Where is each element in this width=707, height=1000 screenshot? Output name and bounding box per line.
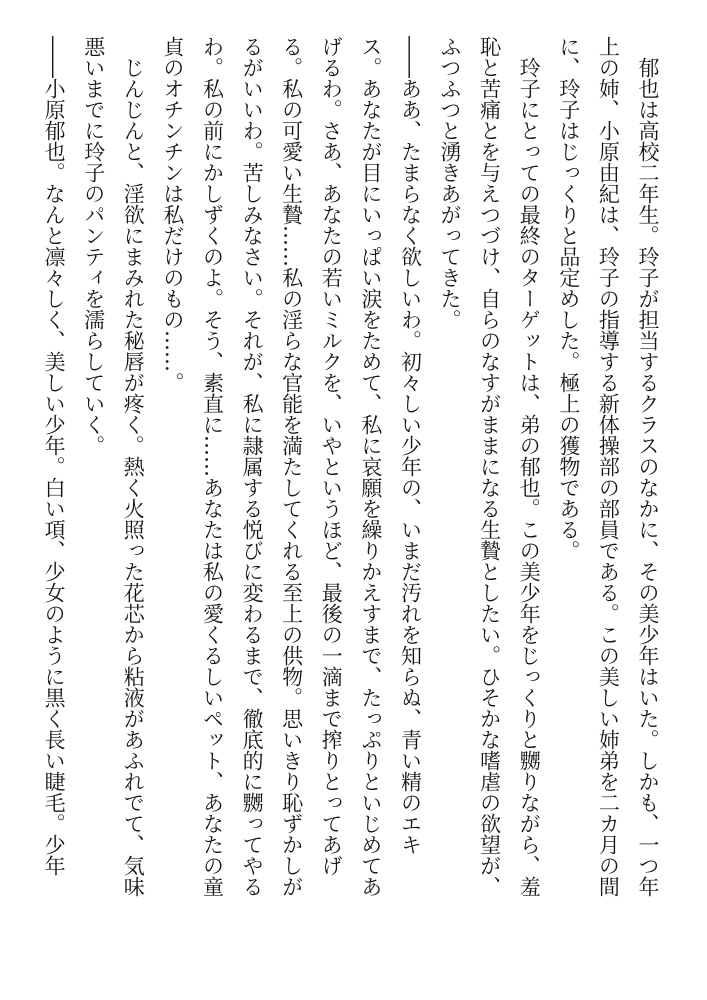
text-line: 郁也は高校二年生。玲子が担当するクラスのなかに、その美少年はいた。しかも、一つ年 <box>636 36 660 897</box>
text-line: 上の姉、小原由紀は、玲子の指導する新体操部の部員である。この美しい姉弟を二カ月の間 <box>596 36 621 897</box>
text-line: に、玲子はじっくりと品定めした。極上の獲物である。 <box>556 36 581 561</box>
text-line: 悪いまでに玲子のパンティを濡らしていく。 <box>81 36 106 456</box>
text-line: ――小原郁也。なんと凛々しく、美しい少年。白い項、少女のように黒く長い睫毛。少年 <box>42 36 67 876</box>
text-line: る。私の可愛い生贄……私の淫らな官能を満たしてくれる至上の供物。思いきり恥ずかしが <box>279 36 304 897</box>
text-line: ス。あなたが目にいっぱい涙をためて、私に哀願を繰りかえすまで、たっぷりといじめてあ <box>358 36 383 897</box>
text-line: じんじんと、淫欲にまみれた秘唇が疼く。熱く火照った花芯から粘液があふれでて、気味 <box>121 36 146 897</box>
text-line: るがいいわ。苦しみなさい。それが、私に隷属する悦びに変わるまで、徹底的に嬲ってやる <box>240 36 265 897</box>
text-line: げるわ。さあ、あなたの若いミルクを、いやというほど、最後の一滴まで搾りとってあげ <box>319 36 344 876</box>
text-line: ――ああ、たまらなく欲しいわ。初々しい少年の、いまだ汚れを知らぬ、青い精のエキ <box>398 36 423 855</box>
text-line: ふつふつと湧きあがってきた。 <box>438 36 463 330</box>
vertical-text-body <box>34 36 668 981</box>
text-line: 玲子にとっての最終のターゲットは、弟の郁也。この美少年をじっくりと嬲りながら、羞 <box>517 36 542 897</box>
text-line: 貞のオチンチンは私だけのもの……。 <box>160 36 185 393</box>
text-line: わ。私の前にかしずくのよ。そう、素直に……あなたは私の愛くるしいペット、あなたの童 <box>200 36 225 897</box>
text-line: 恥と苦痛とを与えつづけ、自らのなすがままになる生贄としたい。ひそかな嗜虐の欲望が、 <box>477 36 502 897</box>
